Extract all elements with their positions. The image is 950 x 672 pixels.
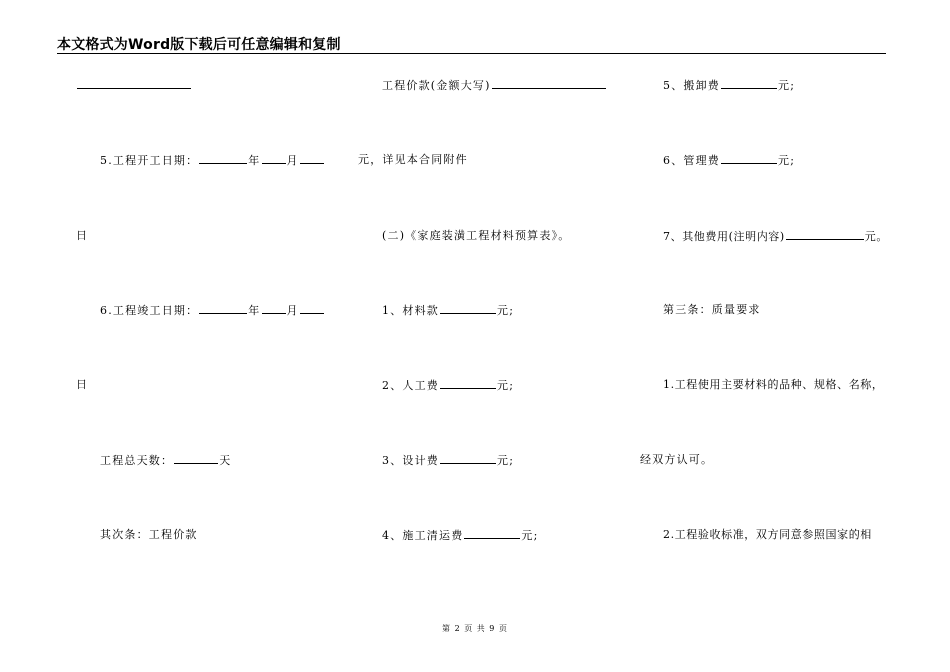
page-number: 第 2 页 共 9 页 — [442, 624, 508, 633]
price-line — [382, 78, 607, 93]
labor-label: 2、人工费 — [382, 379, 439, 392]
budget-table-title: (二)《家庭装潢工程材料预算表》。 — [382, 229, 571, 242]
cleanup-line — [382, 528, 539, 543]
quality-item-2: 2.工程验收标准，双方同意参照国家的相 — [663, 528, 872, 541]
blank-line-top — [76, 78, 192, 93]
materials-line — [382, 303, 514, 318]
start-day-unit: 日 — [76, 229, 89, 242]
quality-item-1: 1.工程使用主要材料的品种、规格、名称， — [663, 378, 884, 391]
materials-label: 1、材料款 — [382, 304, 439, 317]
yuan-unit: 元; — [497, 379, 515, 392]
management-label: 6、管理费 — [663, 154, 720, 167]
quality-item-1-continued: 经双方认可。 — [640, 453, 714, 466]
design-line — [382, 453, 514, 468]
labor-line — [382, 378, 514, 393]
other-fees-line — [663, 229, 888, 244]
month-unit: 月 — [286, 154, 299, 167]
other-fees-label: 7、其他费用(注明内容) — [663, 230, 785, 243]
days-unit: 天 — [219, 454, 232, 467]
month-unit: 月 — [286, 304, 299, 317]
end-day-unit: 日 — [76, 378, 89, 391]
year-unit: 年 — [248, 154, 261, 167]
attachment-note: 元，详见本合同附件 — [358, 153, 468, 166]
cleanup-label: 4、施工清运费 — [382, 529, 464, 542]
total-days-label: 工程总天数： — [100, 454, 174, 467]
section-title-price: 其次条：工程价款 — [100, 528, 198, 541]
start-date-line — [100, 153, 325, 168]
start-date-label: 5.工程开工日期： — [100, 154, 199, 167]
yuan-unit: 元; — [778, 79, 796, 92]
total-days-line — [100, 453, 231, 468]
price-label: 工程价款(金额大写) — [382, 79, 491, 92]
handling-line — [663, 78, 795, 93]
design-label: 3、设计费 — [382, 454, 439, 467]
yuan-unit: 元; — [521, 529, 539, 542]
management-line — [663, 153, 795, 168]
end-date-label: 6.工程竣工日期： — [100, 304, 199, 317]
yuan-unit: 元; — [497, 304, 515, 317]
yuan-unit: 元; — [778, 154, 796, 167]
yuan-period-unit: 元。 — [864, 230, 888, 243]
handling-label: 5、搬卸费 — [663, 79, 720, 92]
document-header-title: 本文格式为Word版下载后可任意编辑和复制 — [57, 37, 341, 53]
header-divider — [57, 53, 886, 54]
section-title-quality: 第三条：质量要求 — [663, 303, 761, 316]
yuan-unit: 元; — [497, 454, 515, 467]
end-date-line — [100, 303, 325, 318]
year-unit: 年 — [248, 304, 261, 317]
